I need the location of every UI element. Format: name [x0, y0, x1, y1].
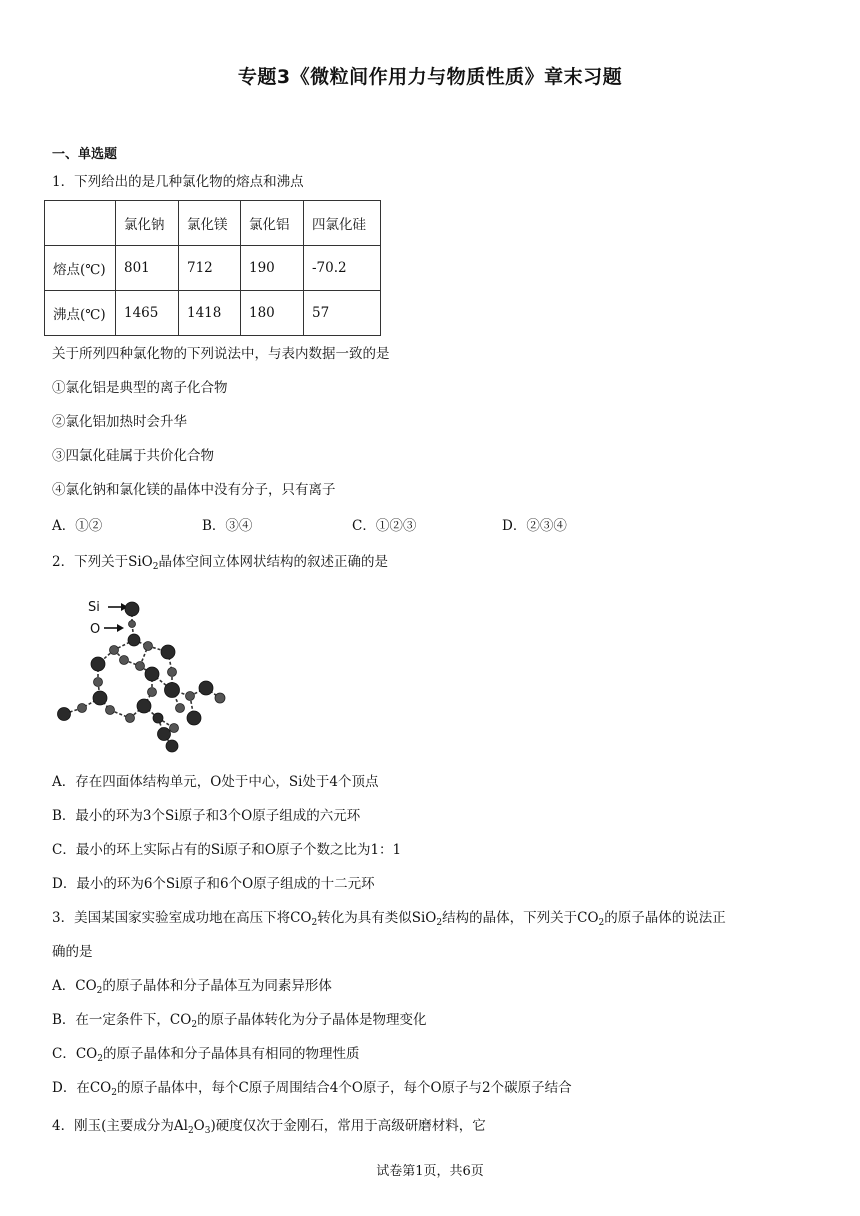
q2-option-a: A．存在四面体结构单元，O处于中心，Si处于4个顶点 [52, 774, 379, 790]
q3-option-b: B．在一定条件下，$CO_2$的原子晶体转化为分子晶体是物理变化 [52, 1012, 427, 1030]
q1-option-c: C．①②③ [352, 518, 417, 534]
o-label: O [90, 622, 101, 637]
table-cell: 712 [179, 246, 241, 291]
table-cell: 沸点(℃) [45, 291, 116, 336]
table-cell: 1465 [116, 291, 179, 336]
q1-option-a: A．①② [52, 518, 103, 534]
q1-statement: ③四氯化硅属于共价化合物 [52, 448, 214, 464]
table-header-cell: 四氯化硅 [304, 201, 381, 246]
q1-question: 关于所列四种氯化物的下列说法中，与表内数据一致的是 [52, 346, 390, 362]
q3-stem-line1: 3．美国某国家实验室成功地在高压下将$CO_2$转化为具有类似SiO$_2$结构的晶体，下列关于$CO_2$的原子晶体的说法正 [52, 910, 726, 928]
table-cell: 熔点(℃) [45, 246, 116, 291]
sio2-structure-diagram [48, 594, 233, 754]
table-header-cell: 氯化镁 [179, 201, 241, 246]
q1-option-d: D．②③④ [502, 518, 567, 534]
si-label: Si [88, 600, 100, 615]
q2-option-d: D．最小的环为6个Si原子和6个O原子组成的十二元环 [52, 876, 375, 892]
table-header-cell: 氯化钠 [116, 201, 179, 246]
table-header-cell [45, 201, 116, 246]
table-cell: 57 [304, 291, 381, 336]
q2-stem: 2．下列关于SiO$_2$晶体空间立体网状结构的叙述正确的是 [52, 554, 388, 572]
q3-stem-line2: 确的是 [52, 944, 93, 960]
table-cell: -70.2 [304, 246, 381, 291]
table-cell: 1418 [179, 291, 241, 336]
table-row [45, 246, 381, 291]
q1-stem: 1．下列给出的是几种氯化物的熔点和沸点 [52, 174, 304, 190]
q3-option-a: A．$CO_2$的原子晶体和分子晶体互为同素异形体 [52, 978, 332, 996]
section-heading: 一、单选题 [52, 147, 118, 162]
table-row [45, 291, 381, 336]
table-header-row [45, 201, 381, 246]
q2-option-b: B．最小的环为3个Si原子和3个O原子组成的六元环 [52, 808, 361, 824]
q3-option-c: C．$CO_2$的原子晶体和分子晶体具有相同的物理性质 [52, 1046, 360, 1064]
q3-option-d: D．在$CO_2$的原子晶体中，每个C原子周围结合4个O原子，每个O原子与2个碳原子结合 [52, 1080, 572, 1098]
table-header-cell: 氯化铝 [241, 201, 304, 246]
q1-option-b: B．③④ [202, 518, 253, 534]
q1-statement: ②氯化铝加热时会升华 [52, 414, 187, 430]
table-cell: 801 [116, 246, 179, 291]
q4-stem: 4．刚玉(主要成分为$Al_2O_3$)硬度仅次于金刚石，常用于高级研磨材料，它 [52, 1118, 486, 1136]
q1-statement: ①氯化铝是典型的离子化合物 [52, 380, 228, 396]
q2-option-c: C．最小的环上实际占有的Si原子和O原子个数之比为1：1 [52, 842, 402, 858]
page-title: 专题3《微粒间作用力与物质性质》章末习题 [237, 66, 623, 88]
q1-statement: ④氯化钠和氯化镁的晶体中没有分子，只有离子 [52, 482, 336, 498]
table-cell: 180 [241, 291, 304, 336]
page-footer: 试卷第1页，共6页 [376, 1164, 484, 1179]
chloride-table [44, 200, 381, 336]
table-cell: 190 [241, 246, 304, 291]
